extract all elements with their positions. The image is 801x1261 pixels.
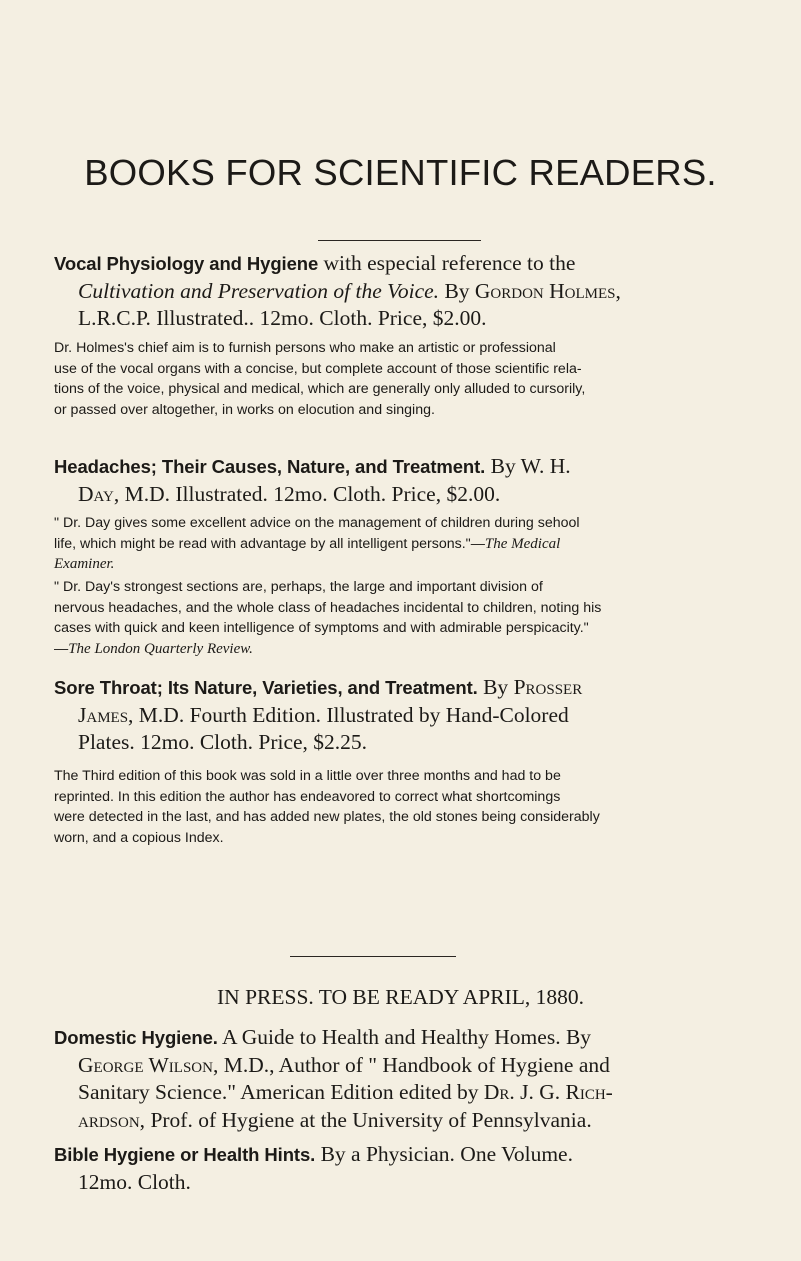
entry-line: Headaches; Their Causes, Nature, and Treatment. By W. H.: [54, 454, 571, 478]
book-author: George Wilson,: [78, 1052, 219, 1077]
book-entry-sore-throat: [54, 674, 754, 757]
book-author: Gordon Holmes,: [474, 278, 621, 303]
entry-line: 12mo. Cloth.: [78, 1169, 191, 1194]
book-description: Dr. Holmes's chief aim is to furnish persons who make an artistic or professional use of the vocal organs with a concise, but complete account of those scientific rela- tions of the voice, physical and medical, which are generally only alluded to cursorily, or passed over altogether, in works on elocution and singing.: [54, 340, 586, 418]
entry-line: Bible Hygiene or Health Hints. By a Physician. One Volume.: [54, 1142, 573, 1166]
entry-line: Plates. 12mo. Cloth. Price, $2.25.: [78, 730, 368, 754]
entry-line: ardson, Prof. of Hygiene at the University of Pennsylvania.: [78, 1107, 592, 1132]
quote-source: Examiner.: [54, 556, 115, 572]
book-editor: ardson,: [78, 1107, 146, 1132]
entry-line: Sore Throat; Its Nature, Varieties, and Treatment. By Prosser: [54, 675, 583, 699]
book-entry-vocal-physiology: [54, 250, 754, 333]
entry-line: Day, M.D. Illustrated. 12mo. Cloth. Price, $2.00.: [78, 481, 501, 506]
book-author: Prosser: [513, 675, 583, 699]
book-title: Domestic Hygiene.: [54, 1027, 218, 1048]
book-entry-domestic-hygiene: [54, 1024, 754, 1134]
book-author: Day,: [78, 481, 120, 506]
divider-rule: [318, 240, 481, 241]
book-editor: Dr. J. G. Rich-: [483, 1080, 613, 1104]
entry-line: Domestic Hygiene. A Guide to Health and Healthy Homes. By: [54, 1025, 592, 1049]
review-quote-medical-examiner: " Dr. Day gives some excellent advice on the management of children during sehool life, which might be read with advantage by all intelligent persons."—The Medical Examiner.: [54, 513, 764, 575]
book-title: Vocal Physiology and Hygiene: [54, 253, 319, 274]
entry-line: Sanitary Science." American Edition edited by Dr. J. G. Rich-: [78, 1080, 613, 1104]
entry-line: Vocal Physiology and Hygiene with especial reference to the: [54, 251, 576, 275]
book-author: James,: [78, 702, 134, 727]
entry-line: George Wilson, M.D., Author of " Handbook of Hygiene and: [78, 1052, 610, 1077]
book-entry-bible-hygiene: [54, 1141, 754, 1196]
review-quote-london-quarterly: " Dr. Day's strongest sections are, perhaps, the large and important division of nervous headaches, and the whole class of headaches incidental to children, noting his cases with quick and keen intelligence of symptoms and with admirable perspicacity." —The London Quarterly Review.: [54, 579, 602, 657]
in-press-notice: IN PRESS. TO BE READY APRIL, 1880.: [217, 985, 584, 1009]
book-description: The Third edition of this book was sold in a little over three months and had to be reprinted. In this edition the author has endeavored to correct what shortcomings were detected in the last, and has added new plates, the old stones being considerably worn, and a copious Index.: [54, 768, 600, 846]
entry-line: L.R.C.P. Illustrated.. 12mo. Cloth. Price, $2.00.: [78, 306, 487, 330]
book-subtitle: Cultivation and Preservation of the Voice.: [78, 278, 440, 303]
quote-source: The Medical: [484, 535, 561, 552]
entry-line: James, M.D. Fourth Edition. Illustrated by Hand-Colored: [78, 702, 569, 727]
entry-line: Cultivation and Preservation of the Voice. By Gordon Holmes,: [78, 278, 621, 303]
book-title: Bible Hygiene or Health Hints.: [54, 1144, 316, 1165]
book-title: Headaches; Their Causes, Nature, and Treatment.: [54, 456, 486, 477]
quote-source: The London Quarterly Review.: [68, 640, 253, 657]
book-title: Sore Throat; Its Nature, Varieties, and Treatment.: [54, 677, 478, 698]
divider-rule: [290, 956, 456, 957]
book-entry-headaches: [54, 453, 754, 508]
page-heading: BOOKS FOR SCIENTIFIC READERS.: [84, 152, 717, 193]
